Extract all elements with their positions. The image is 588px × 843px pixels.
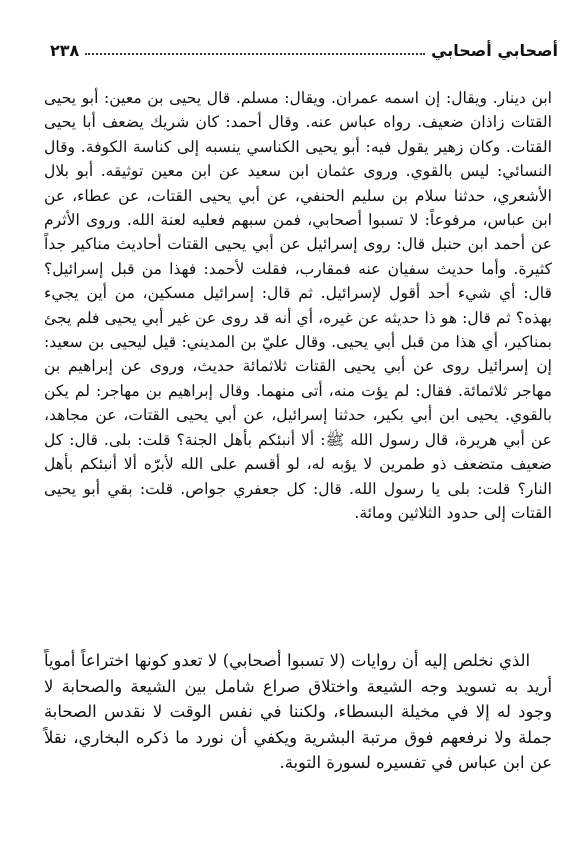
header-title: أصحابي أصحابي bbox=[431, 41, 558, 60]
body-paragraph-narration: ابن دينار. ويقال: إن اسمه عمران. ويقال: مسلم. قال يحيى بن معين: أبو يحيى القتات زاذان ضعيف. رواه عباس عنه. وقال أحمد: كان شريك يضعف أبا يحيى القتات. وكان زهير يقول فيه: أبو يحيى الكناسي ينسبه إلى كناسة الكوفة. وقال النسائي: ليس بالقوي. وروى عثمان ابن سعيد عن ابن معين توثيقه. أبو بلال الأشعري، حدثنا سلام بن سليم الحنفي، عن أبي يحيى القتات، عن عطاء، عن ابن عباس، مرفوعاً: لا تسبوا أصحابي، فمن سبهم فعليه لعنة الله. وروى الأثرم عن أحمد ابن حنبل قال: روى إسرائيل عن أبي يحيى القتات أحاديث مناكير جداً كثيرة. وأما حديث سفيان عنه فمقارب، فقلت لأحمد: فهذا من قبل إسرائيل؟ قال: أي شيء أحد أقول لإسرائيل. ثم قال: إسرائيل مسكين، من أين يجيء بهذه؟ ثم قال: هو ذا حديثه عن غيره، أي أنه قد روى عن غير أبي يحيى فلم يجئ بمناكير، أي هذا من قبل أبي يحيى. وقال عليّ بن المديني: قيل ليحيى بن سعيد: إن إسرائيل روى عن أبي يحيى القتات ثلاثمائة حديث، وروى عن إبراهيم بن مهاجر ثلاثمائة. فقال: لم يؤت منه، أتى منهما. وقال إبراهيم بن مهاجر: لم يكن بالقوي. يحيى ابن أبي بكير، حدثنا إسرائيل، عن أبي يحيى القتات، عن مجاهد، عن أبي هريرة، قال رسول الله ﷺ: ألا أنبئكم بأهل الجنة؟ قلت: بلى. قال: كل ضعيف متضعف ذو طمرين لا يؤبه له، لو أقسم على الله لأبرّه ألا أنبئكم بأهل النار؟ قلت: بلى يا رسول الله. قال: كل جعفري جواص. قلت: بقي أبو يحيى القتات إلى حدود الثلاثين ومائة. bbox=[44, 89, 552, 522]
page-number: ٢٣٨ bbox=[50, 41, 80, 60]
running-header bbox=[50, 34, 558, 60]
header-dotted-leader bbox=[85, 53, 425, 55]
body-paragraph-conclusion: الذي نخلص إليه أن روايات (لا تسبوا أصحابي) لا تعدو كونها اختراعاً أموياً أريد به تسويد وجه الشيعة واختلاق صراع شامل بين الشيعة والصحابة لا وجود له إلا في مخيلة البسطاء، ولكننا في نفس الوقت لا نقدس الصحابة جملة ولا نرفعهم فوق مرتبة البشرية ويكفي أن نورد ما ذكره البخاري، نقلاً عن ابن عباس في تفسيره لسورة التوبة. bbox=[44, 651, 552, 772]
